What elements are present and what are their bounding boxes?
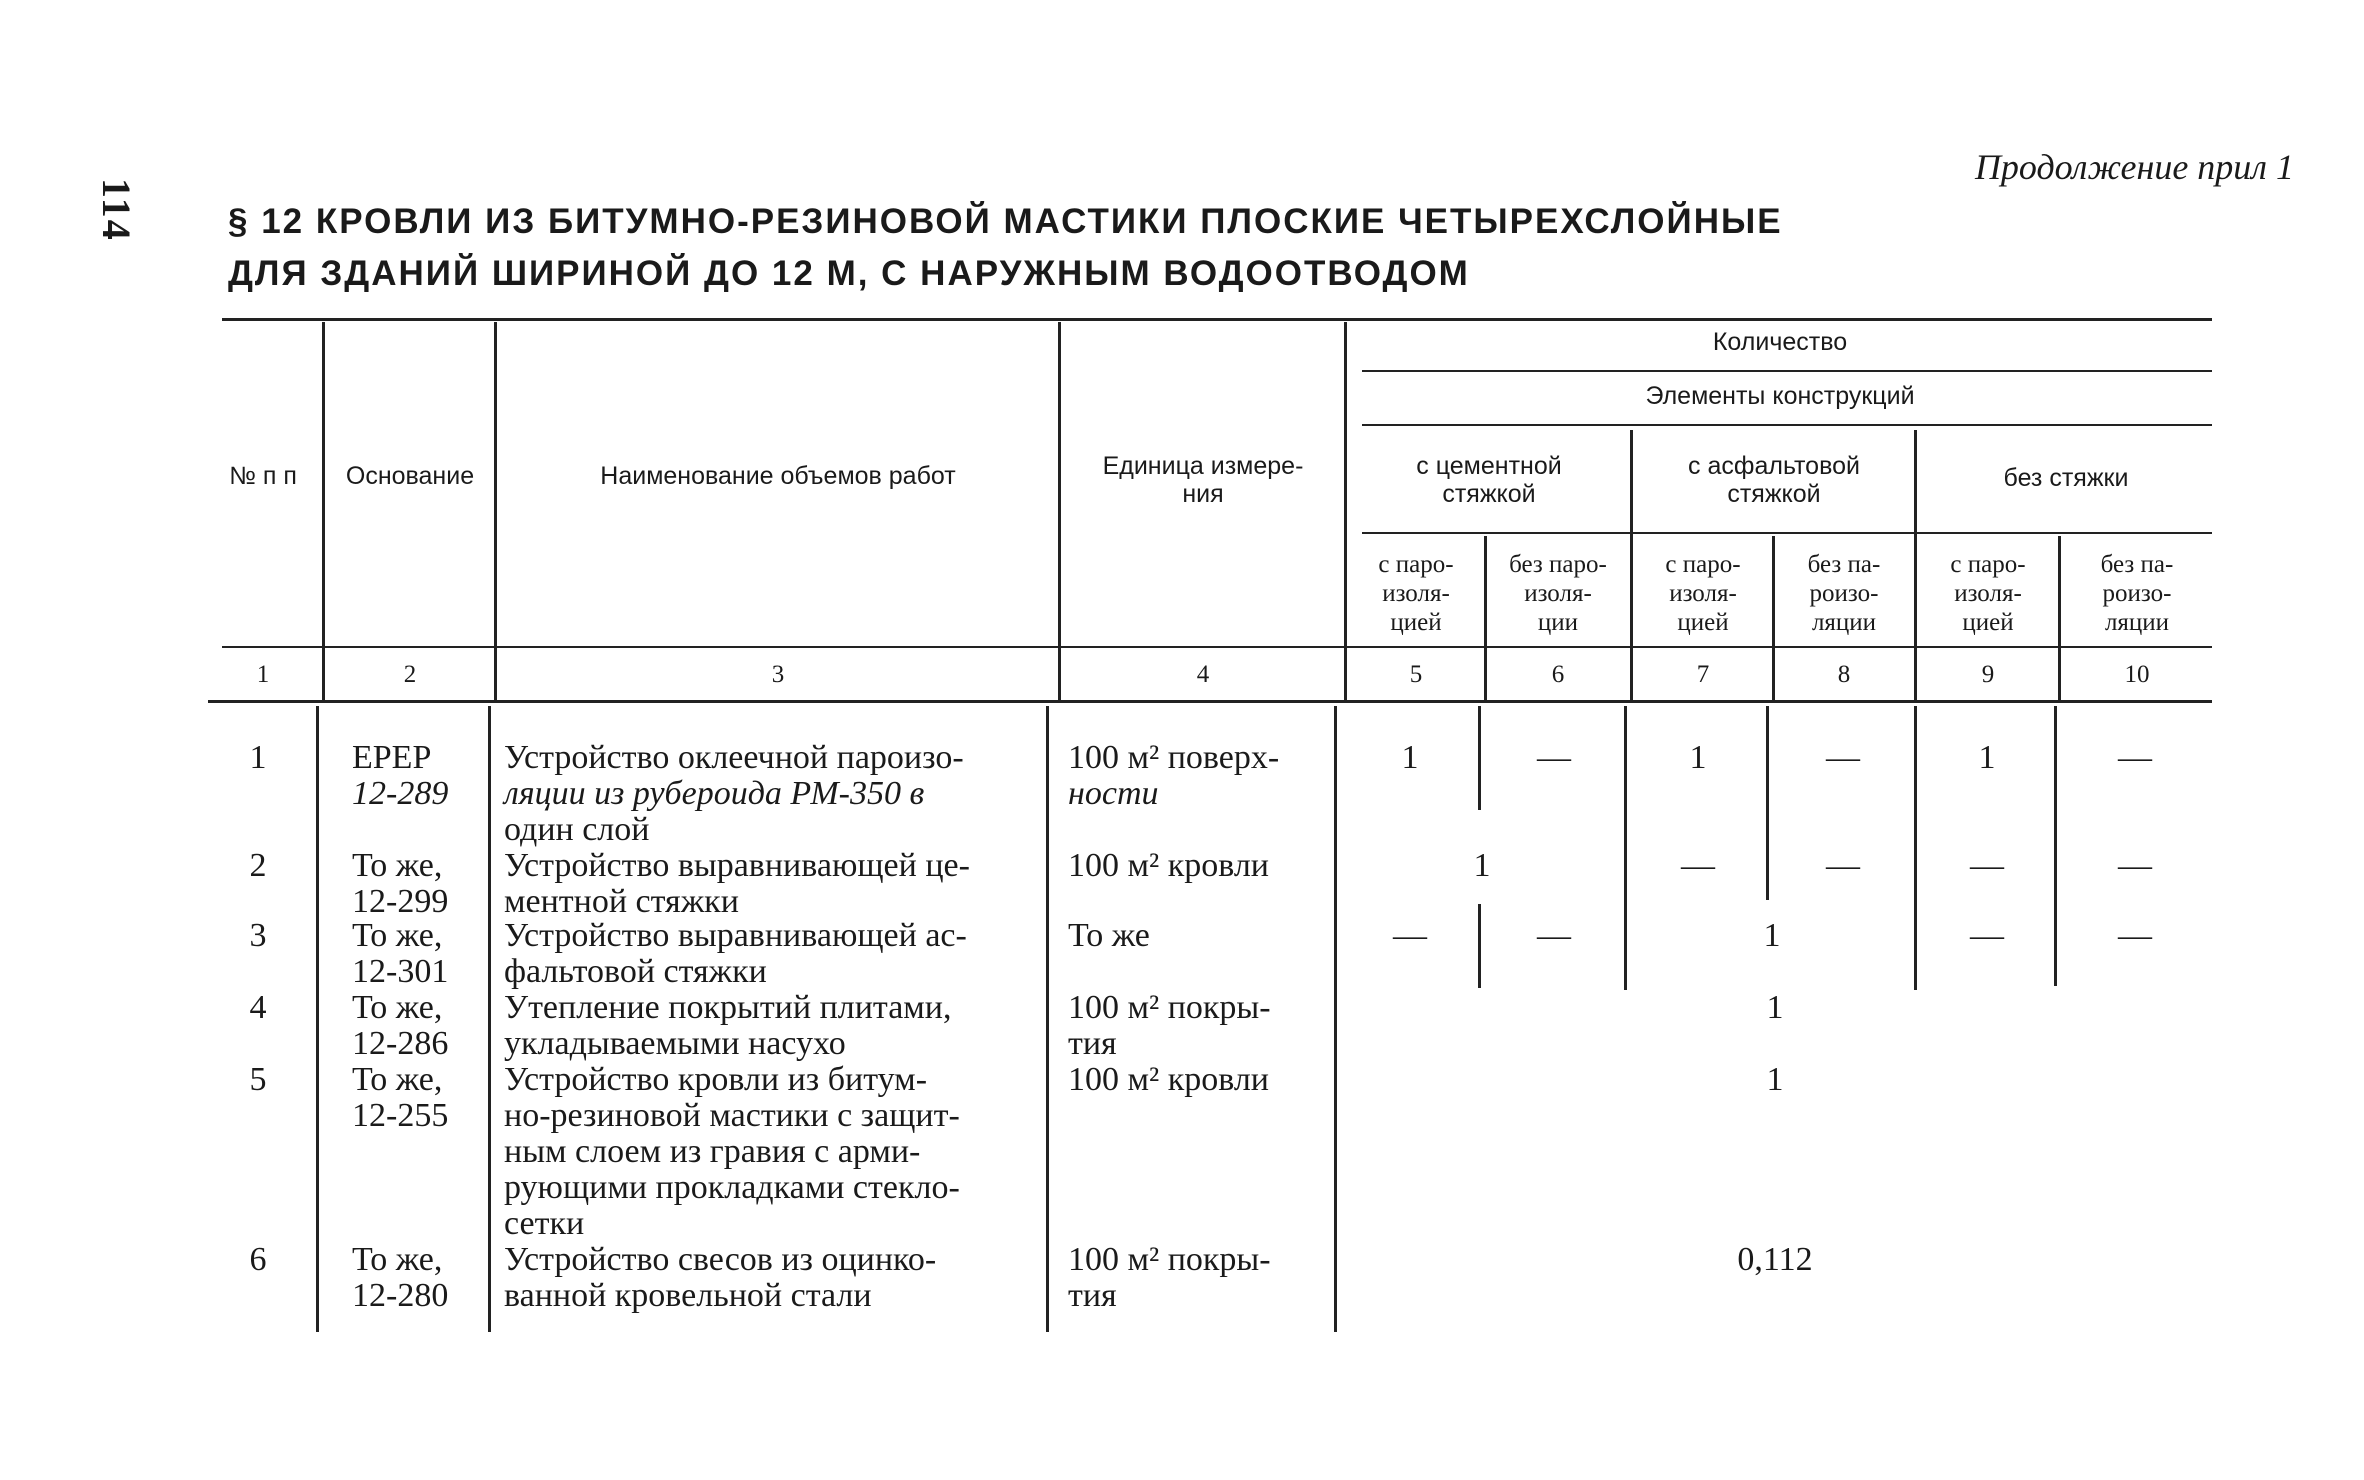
unit-line: 100 м² покры- bbox=[1068, 1241, 1271, 1278]
header-group-cement-line-2: стяжкой bbox=[1442, 480, 1536, 508]
header-col-8-line: без па- bbox=[1807, 551, 1881, 578]
work-name-line: рующими прокладками стекло- bbox=[504, 1169, 960, 1206]
header-col-6 bbox=[1488, 550, 1628, 637]
header-col-10-line: без па- bbox=[2100, 551, 2174, 578]
work-name-line: ванной кровельной стали bbox=[504, 1277, 872, 1314]
col-divider bbox=[1914, 706, 1917, 990]
header-group-cement bbox=[1350, 452, 1628, 508]
basis-line: 12-289 bbox=[352, 775, 449, 812]
work-name-cell bbox=[504, 740, 964, 848]
quantity-cell: — bbox=[1826, 739, 1860, 776]
quantity-rule bbox=[1362, 370, 2212, 372]
row-number: 5 bbox=[249, 1061, 267, 1098]
quantity-cell: 1 bbox=[1401, 739, 1419, 776]
unit-line: 100 м² поверх- bbox=[1068, 739, 1280, 776]
quantity-cell: — bbox=[1970, 847, 2004, 884]
quantity-cell: — bbox=[1826, 847, 1860, 884]
col-divider bbox=[2058, 536, 2061, 700]
header-col-7-line: с паро- bbox=[1665, 551, 1741, 578]
basis-cell bbox=[352, 740, 448, 812]
column-number: 10 bbox=[2124, 661, 2150, 688]
header-group-cement-line-1: с цементной bbox=[1416, 452, 1562, 480]
header-unit bbox=[1064, 452, 1342, 508]
basis-cell bbox=[352, 990, 448, 1062]
header-col-8-line: ляции bbox=[1811, 609, 1877, 636]
elements-rule bbox=[1362, 424, 2212, 426]
row-number: 3 bbox=[249, 917, 267, 954]
basis-line: То же, bbox=[352, 1241, 443, 1278]
column-number: 7 bbox=[1696, 661, 1710, 688]
header-col-8-line: роизо- bbox=[1809, 580, 1879, 607]
work-name-line: сетки bbox=[504, 1205, 585, 1242]
header-col-8 bbox=[1776, 550, 1912, 637]
unit-cell bbox=[1068, 918, 1150, 954]
work-name-cell bbox=[504, 918, 967, 990]
work-name-line: Утепление покрытий плитами, bbox=[504, 989, 952, 1026]
quantity-cell: 1 bbox=[1763, 917, 1781, 954]
work-name-line: фальтовой стяжки bbox=[504, 953, 767, 990]
quantity-cell: 1 bbox=[1978, 739, 1996, 776]
header-col-7-line: изоля- bbox=[1669, 580, 1737, 607]
column-number: 9 bbox=[1981, 661, 1995, 688]
section-title-line-2: ДЛЯ ЗДАНИЙ ШИРИНОЙ ДО 12 М, С НАРУЖНЫМ ВОДООТВОДОМ bbox=[228, 254, 1470, 293]
col-divider bbox=[1766, 706, 1769, 900]
header-col-9-line: изоля- bbox=[1954, 580, 2022, 607]
col-divider bbox=[1334, 706, 1337, 1332]
column-number: 2 bbox=[403, 661, 417, 688]
colnum-bottom-rule bbox=[208, 700, 2212, 703]
header-group-no-screed: без стяжки bbox=[2003, 464, 2129, 492]
col-divider bbox=[322, 322, 325, 700]
header-col-9 bbox=[1920, 550, 2056, 637]
work-name-line: Устройство оклеечной пароизо- bbox=[504, 739, 964, 776]
work-name-line: Устройство свесов из оцинко- bbox=[504, 1241, 937, 1278]
work-name-cell bbox=[504, 1242, 936, 1314]
basis-cell bbox=[352, 918, 448, 990]
quantity-cell: 1 bbox=[1689, 739, 1707, 776]
work-name-line: Устройство кровли из битум- bbox=[504, 1061, 928, 1098]
header-col-10-line: роизо- bbox=[2102, 580, 2172, 607]
column-number: 3 bbox=[771, 661, 785, 688]
header-col-5-line: с паро- bbox=[1378, 551, 1454, 578]
basis-cell bbox=[352, 1062, 448, 1134]
quantity-cell: — bbox=[1537, 917, 1571, 954]
basis-line: ЕРЕР bbox=[352, 739, 432, 776]
work-name-line: один слой bbox=[504, 811, 650, 848]
work-name-cell bbox=[504, 848, 970, 920]
work-name-line: ным слоем из гравия с арми- bbox=[504, 1133, 921, 1170]
header-group-asphalt bbox=[1636, 452, 1912, 508]
work-name-cell bbox=[504, 1062, 960, 1242]
header-col-5-line: изоля- bbox=[1382, 580, 1450, 607]
col-divider bbox=[316, 706, 319, 1332]
work-name-line: ментной стяжки bbox=[504, 883, 739, 920]
basis-line: 12-286 bbox=[352, 1025, 449, 1062]
header-col-7 bbox=[1636, 550, 1770, 637]
col-divider bbox=[488, 706, 491, 1332]
unit-cell bbox=[1068, 1062, 1269, 1098]
group-rule bbox=[1362, 532, 2212, 534]
column-number: 6 bbox=[1551, 661, 1565, 688]
header-basis: Основание bbox=[345, 462, 475, 490]
column-number: 5 bbox=[1409, 661, 1423, 688]
unit-cell bbox=[1068, 848, 1269, 884]
unit-line: 100 м² кровли bbox=[1068, 847, 1269, 884]
quantity-cell: — bbox=[1393, 917, 1427, 954]
work-name-cell bbox=[504, 990, 952, 1062]
quantity-cell: — bbox=[2118, 917, 2152, 954]
column-number: 4 bbox=[1196, 661, 1210, 688]
row-number: 6 bbox=[249, 1241, 267, 1278]
unit-cell bbox=[1068, 740, 1279, 812]
basis-line: То же, bbox=[352, 989, 443, 1026]
row-number: 2 bbox=[249, 847, 267, 884]
unit-cell bbox=[1068, 1242, 1271, 1314]
unit-line: 100 м² покры- bbox=[1068, 989, 1271, 1026]
header-num: № п п bbox=[229, 462, 297, 490]
quantity-cell: 1 bbox=[1766, 989, 1784, 1026]
header-col-5-line: цией bbox=[1390, 609, 1442, 636]
table-top-rule bbox=[222, 318, 2212, 321]
quantity-cell: — bbox=[2118, 847, 2152, 884]
header-col-7-line: цией bbox=[1677, 609, 1729, 636]
unit-cell bbox=[1068, 990, 1271, 1062]
basis-line: То же, bbox=[352, 847, 443, 884]
header-group-asphalt-line-2: стяжкой bbox=[1727, 480, 1821, 508]
continuation-note: Продолжение прил 1 bbox=[1974, 147, 2294, 187]
header-col-9-line: цией bbox=[1962, 609, 2014, 636]
quantity-cell: — bbox=[1970, 917, 2004, 954]
header-col-10-line: ляции bbox=[2104, 609, 2170, 636]
unit-line: 100 м² кровли bbox=[1068, 1061, 1269, 1098]
basis-line: То же, bbox=[352, 1061, 443, 1098]
header-col-10 bbox=[2062, 550, 2212, 637]
col-divider bbox=[494, 322, 497, 700]
col-divider bbox=[1772, 536, 1775, 700]
basis-line: То же, bbox=[352, 917, 443, 954]
quantity-cell: — bbox=[2118, 739, 2152, 776]
basis-line: 12-255 bbox=[352, 1097, 449, 1134]
work-name-line: Устройство выравнивающей це- bbox=[504, 847, 970, 884]
header-col-5 bbox=[1350, 550, 1482, 637]
unit-line: тия bbox=[1068, 1277, 1117, 1314]
basis-cell bbox=[352, 848, 448, 920]
header-group-asphalt-line-1: с асфальтовой bbox=[1688, 452, 1860, 480]
header-unit-line-2: ния bbox=[1182, 480, 1224, 508]
work-name-line: ляции из рубероида РМ-350 в bbox=[504, 775, 925, 812]
col-divider bbox=[1914, 430, 1917, 700]
col-divider bbox=[1624, 706, 1627, 990]
quantity-cell: — bbox=[1681, 847, 1715, 884]
column-number: 8 bbox=[1837, 661, 1851, 688]
col-divider bbox=[1058, 322, 1061, 700]
header-quantity: Количество bbox=[1712, 328, 1848, 356]
page-number: 114 bbox=[94, 178, 139, 242]
header-col-6-line: изоля- bbox=[1524, 580, 1592, 607]
header-col-6-line: ции bbox=[1537, 609, 1579, 636]
basis-line: 12-280 bbox=[352, 1277, 449, 1314]
unit-line: ности bbox=[1068, 775, 1159, 812]
basis-line: 12-301 bbox=[352, 953, 449, 990]
col-divider bbox=[1046, 706, 1049, 1332]
quantity-cell: 0,112 bbox=[1737, 1241, 1813, 1278]
basis-line: 12-299 bbox=[352, 883, 449, 920]
basis-cell bbox=[352, 1242, 448, 1314]
column-number: 1 bbox=[256, 661, 270, 688]
quantity-cell: — bbox=[1537, 739, 1571, 776]
row-number: 4 bbox=[249, 989, 267, 1026]
quantity-cell: 1 bbox=[1766, 1061, 1784, 1098]
work-name-line: Устройство выравнивающей ас- bbox=[504, 917, 967, 954]
header-elements: Элементы конструкций bbox=[1645, 382, 1915, 410]
col-divider bbox=[2054, 706, 2057, 986]
col-divider bbox=[1344, 322, 1347, 700]
quantity-cell: 1 bbox=[1473, 847, 1491, 884]
header-col-6-line: без паро- bbox=[1509, 551, 1607, 578]
work-name-line: но-резиновой мастики с защит- bbox=[504, 1097, 960, 1134]
col-divider bbox=[1484, 536, 1487, 700]
unit-line: тия bbox=[1068, 1025, 1117, 1062]
section-title bbox=[228, 196, 1783, 300]
header-col-9-line: с паро- bbox=[1950, 551, 2026, 578]
header-unit-line-1: Единица измере- bbox=[1102, 452, 1304, 480]
col-divider bbox=[1630, 430, 1633, 700]
section-title-line-1: § 12 КРОВЛИ ИЗ БИТУМНО-РЕЗИНОВОЙ МАСТИКИ ПЛОСКИЕ ЧЕТЫРЕХСЛОЙНЫЕ bbox=[228, 202, 1783, 241]
work-name-line: укладываемыми насухо bbox=[504, 1025, 846, 1062]
row-number: 1 bbox=[249, 739, 267, 776]
header-name: Наименование объемов работ bbox=[600, 462, 956, 490]
unit-line: То же bbox=[1068, 917, 1150, 954]
